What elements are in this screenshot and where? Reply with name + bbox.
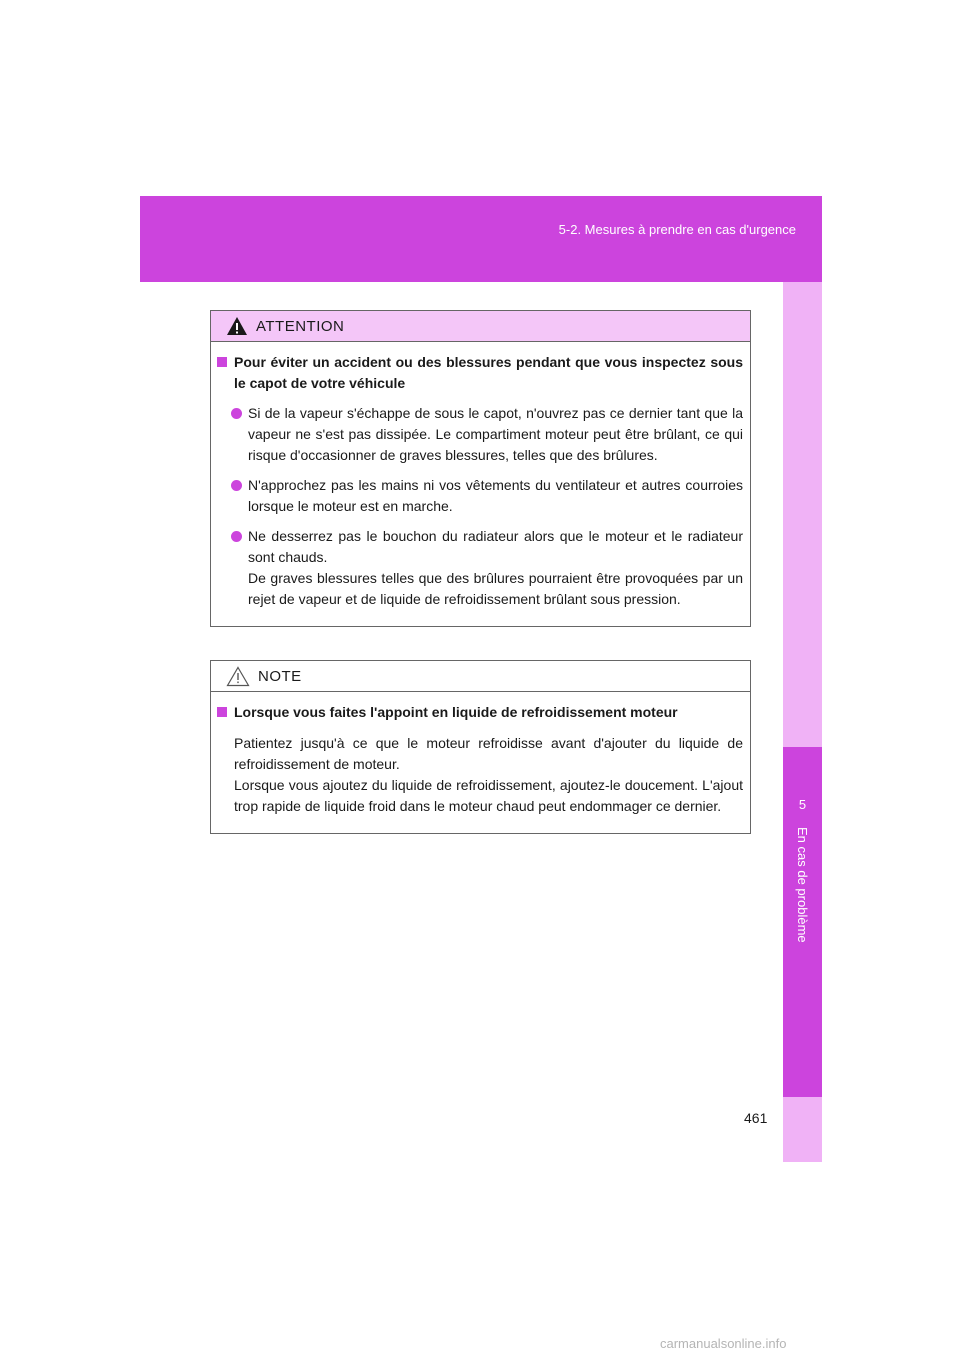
circle-bullet-icon [231,480,242,491]
square-bullet-icon [217,357,227,367]
square-bullet-icon [217,707,227,717]
watermark: carmanualsonline.info [660,1336,787,1351]
attention-bullet: Si de la vapeur s'échappe de sous le capot, n'ouvrez pas ce dernier tant que la vapeur ne s'est pas dissipée. Le compartiment moteur peut être brûlant, ce qui risque d'occasionner de graves blessures, telles que des brûlures. [231,403,743,466]
note-title: Lorsque vous faites l'appoint en liquide de refroidissement moteur [217,702,743,723]
chapter-number: 5 [798,797,807,812]
warning-filled-icon [226,316,248,336]
circle-bullet-icon [231,531,242,542]
note-paragraph: Lorsque vous ajoutez du liquide de refroidissement, ajoutez-le doucement. L'ajout trop rapide de liquide froid dans le moteur chaud peut endommager ce dernier. [234,777,743,814]
header-band [140,196,822,282]
note-box [210,660,751,834]
note-header [211,661,750,692]
chapter-tab[interactable] [783,747,822,1097]
note-paragraph: Patientez jusqu'à ce que le moteur refroidisse avant d'ajouter du liquide de refroidissement de moteur. [234,735,743,772]
page-number: 461 [744,1110,768,1126]
attention-header [211,311,750,342]
chapter-side-strip [783,282,822,1162]
section-title: 5-2. Mesures à prendre en cas d'urgence [558,222,796,237]
attention-bullet: N'approchez pas les mains ni vos vêtements du ventilateur et autres courroies lorsque le moteur est en marche. [231,475,743,517]
circle-bullet-icon [231,408,242,419]
attention-label: ATTENTION [256,317,345,335]
chapter-title: En cas de problème [795,827,810,943]
attention-title: Pour éviter un accident ou des blessures pendant que vous inspectez sous le capot de votre véhicule [217,352,743,394]
warning-outline-icon [226,666,250,687]
attention-bullet: Ne desserrez pas le bouchon du radiateur alors que le moteur et le radiateur sont chauds. De graves blessures telles que des brûlures pourraient être provoquées par un rejet de vapeur et de liquide de refroidissement brûlant sous pression. [231,526,743,610]
attention-box [210,310,751,627]
note-label: NOTE [258,667,302,685]
